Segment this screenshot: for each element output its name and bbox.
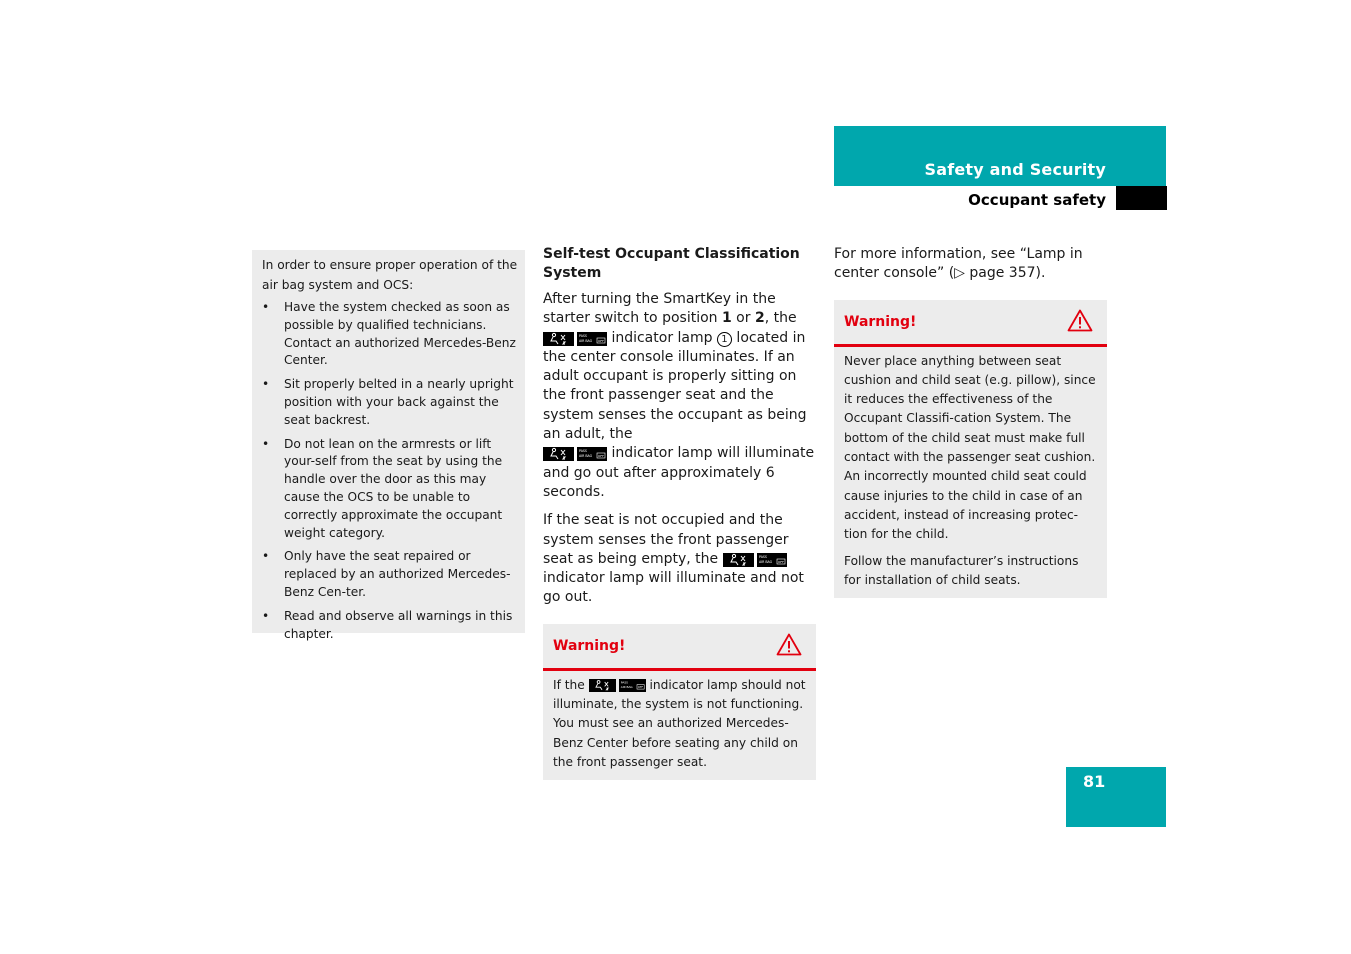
paragraph-seat-empty: If the seat is not occupied and the system senses the front passenger seat as being empty, the PASS AIR BAG OFF indicator lamp will illuminate and not go out. <box>543 512 804 606</box>
page-number-tab <box>1066 767 1166 827</box>
svg-text:OFF: OFF <box>598 454 604 459</box>
passenger-airbag-off-lamp-icon <box>543 332 607 346</box>
bullet: • <box>262 608 270 623</box>
svg-text:PASS: PASS <box>579 333 587 338</box>
info-box-intro: In order to ensure proper operation of the air bag system and OCS: <box>262 258 518 292</box>
bullet: • <box>262 300 270 314</box>
list-item: • Have the system checked as soon as possible by qualified technicians. Contact an authorized Mercedes-Benz Center. <box>262 300 516 368</box>
svg-text:AIR BAG: AIR BAG <box>620 684 633 689</box>
svg-text:AIR BAG: AIR BAG <box>579 454 593 459</box>
passenger-airbag-off-lamp-icon <box>723 553 787 567</box>
paragraph-self-test: After turning the SmartKey in the starter switch to position 1 or 2, the PASS AIR BAG OFF indicator lamp 1 located in the center console illuminates. If an adult occupant is properly sitting on the front passenger seat and the system senses the occupant as being an adult, the PASS AIR BAG OFF indicator lamp will illuminate and go out after approximately 6 seconds. <box>543 291 815 500</box>
info-box <box>252 250 525 641</box>
bullet: • <box>262 549 270 564</box>
info-box-list <box>262 299 520 649</box>
svg-text:PASS: PASS <box>579 449 587 454</box>
paragraph-more-info: For more information, see “Lamp in center console” (▷ page 357). <box>834 246 1083 282</box>
header-tab-marker <box>1116 186 1167 210</box>
warning-header <box>543 624 816 671</box>
bullet: • <box>262 377 270 392</box>
list-item: • Only have the seat repaired or replaced by an authorized Mercedes-Benz Cen-ter. <box>262 549 511 599</box>
callout-number: 1 <box>717 332 732 347</box>
list-item: • Do not lean on the armrests or lift your-self from the seat by using the handle over the door as this may cause the OCS to be unable to correctly approximate the occupant weight category. <box>262 436 503 540</box>
bullet: • <box>262 436 270 451</box>
warning-label: Warning! <box>844 313 917 330</box>
warning-box <box>834 300 1107 599</box>
page-number: 81 <box>1083 772 1106 791</box>
section-heading: Self-test Occupant Classification System <box>543 246 800 281</box>
svg-text:PASS: PASS <box>758 554 767 559</box>
warning-triangle-icon <box>1067 309 1093 336</box>
svg-text:OFF: OFF <box>637 685 643 689</box>
warning-box <box>543 624 816 780</box>
right-column <box>834 245 1107 598</box>
passenger-airbag-off-lamp-icon <box>543 447 607 461</box>
main-column <box>543 245 816 780</box>
warning-label: Warning! <box>553 637 626 654</box>
subsection-title: Occupant safety <box>968 191 1106 209</box>
svg-text:OFF: OFF <box>777 559 784 564</box>
passenger-airbag-off-lamp-icon <box>589 679 646 693</box>
warning-triangle-icon <box>776 633 802 660</box>
svg-text:AIR BAG: AIR BAG <box>758 559 772 564</box>
list-item: • Sit properly belted in a nearly upright position with your back against the seat backrest. <box>262 377 514 427</box>
list-item: • Read and observe all warnings in this chapter. <box>262 608 513 641</box>
svg-text:OFF: OFF <box>598 338 604 343</box>
warning-header <box>834 300 1107 347</box>
warning-body: If the PASS AIR BAG OFF indicator lamp should not illuminate, the system is not functioning. You must see an authorized Mercedes-Benz Center before seating any child on the front passenger seat. <box>553 677 806 769</box>
svg-text:PASS: PASS <box>620 680 628 685</box>
section-title: Safety and Security <box>924 160 1106 179</box>
svg-text:AIR BAG: AIR BAG <box>579 338 593 343</box>
warning-body: Never place anything between seat cushion and child seat (e.g. pillow), since it reduces the effectiveness of the Occupant Classifi-cation System. The bottom of the child seat must make full contact with the passenger seat cushion. An incorrectly mounted child seat could cause injuries to the child in case of an accident, instead of increasing protec-tion for the child. Follow the manufacturer’s instructions for installation of child seats. <box>844 353 1096 587</box>
